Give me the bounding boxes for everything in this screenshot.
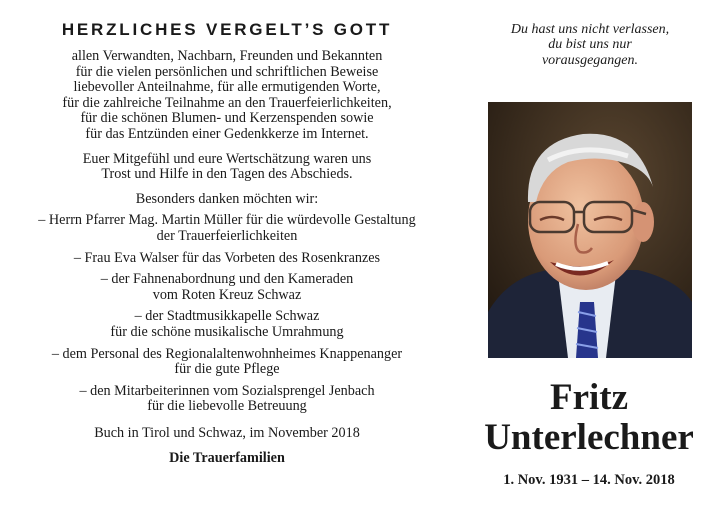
text-line: – Frau Eva Walser für das Vorbeten des Rosenkranzes <box>73 249 381 266</box>
text-line: – der Fahnenabordnung und den Kameraden <box>100 271 354 288</box>
text-line: für die liebevolle Betreuung <box>147 398 307 415</box>
portrait-illustration <box>488 102 692 358</box>
special-thanks-item <box>18 272 436 303</box>
life-dates: 1. Nov. 1931 – 14. Nov. 2018 <box>503 472 675 488</box>
text-line: für die zahlreiche Teilnahme an den Trauerfeierlichkeiten, <box>62 94 392 111</box>
special-thanks-intro: Besonders danken möchten wir: <box>135 190 319 207</box>
quote-line: Du hast uns nicht verlassen, <box>510 22 670 37</box>
text-line: vom Roten Kreuz Schwaz <box>152 286 302 303</box>
special-thanks-item <box>18 347 436 378</box>
special-thanks-item <box>18 384 436 415</box>
text-line: Euer Mitgefühl und eure Wertschätzung waren uns <box>82 150 372 167</box>
deceased-name <box>478 378 700 458</box>
text-line: allen Verwandten, Nachbarn, Freunden und Bekannten <box>71 48 383 64</box>
portrait-photo <box>488 102 692 358</box>
first-name: Fritz <box>549 377 629 418</box>
special-thanks-item <box>18 309 436 340</box>
special-thanks-item <box>18 213 436 244</box>
memorial-quote <box>488 22 692 68</box>
special-thanks-item <box>18 251 436 267</box>
text-line: für die schöne musikalische Umrahmung <box>110 323 344 340</box>
quote-line: vorausgegangen. <box>541 52 639 68</box>
text-line: – Herrn Pfarrer Mag. Martin Müller für die würdevolle Gestaltung <box>38 212 416 229</box>
signature: Die Trauerfamilien <box>169 450 285 467</box>
text-line: der Trauerfeierlichkeiten <box>156 227 298 244</box>
text-line: – der Stadtmusikkapelle Schwaz <box>134 308 320 325</box>
text-line: Trost und Hilfe in den Tagen des Abschieds. <box>101 166 353 183</box>
place-date: Buch in Tirol und Schwaz, im November 2018 <box>94 424 360 441</box>
sympathy-paragraph <box>18 152 436 183</box>
last-name: Unterlechner <box>484 417 694 458</box>
text-line: für die gute Pflege <box>174 361 280 378</box>
text-line: – den Mitarbeiterinnen vom Sozialsprengel Jenbach <box>79 382 375 399</box>
text-line: – dem Personal des Regionalaltenwohnheimes Knappenanger <box>51 345 403 362</box>
thanks-column <box>18 0 436 467</box>
quote-line: du bist uns nur <box>548 37 632 53</box>
text-line: liebevoller Anteilnahme, für alle ermutigenden Worte, <box>73 79 381 96</box>
text-line: für das Entzünden einer Gedenkkerze im Internet. <box>85 125 369 142</box>
thanks-paragraph <box>18 49 436 143</box>
text-line: für die vielen persönlichen und schriftlichen Beweise <box>75 63 379 80</box>
thanks-heading: HERZLICHES VERGELT’S GOTT <box>61 20 393 39</box>
text-line: für die schönen Blumen- und Kerzenspenden sowie <box>80 110 374 127</box>
